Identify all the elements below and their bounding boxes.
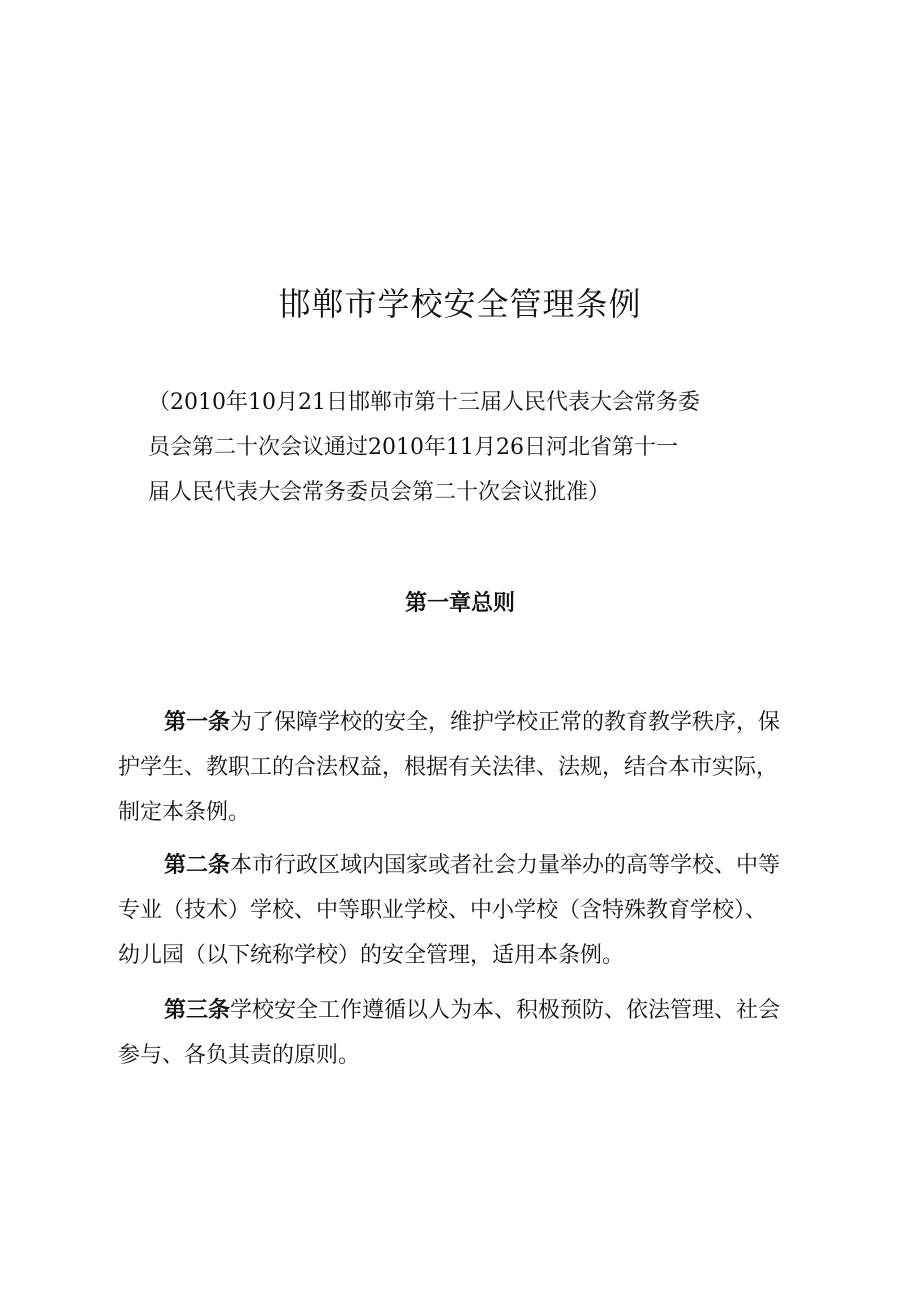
article-text: 本市行政区域内国家或者社会力量举办的高等学校、中等 xyxy=(230,853,781,878)
article-label: 第三条 xyxy=(164,998,231,1023)
chapter-heading: 第一章总则 xyxy=(404,591,515,616)
article-text: 学校安全工作遵循以人为本、积极预防、依法管理、社会 xyxy=(230,998,781,1023)
article-3 xyxy=(118,988,818,1078)
subtitle-line: 员会第二十次会议通过2010年11月26日河北省第十一 xyxy=(148,435,678,460)
article-first-line xyxy=(118,843,818,888)
article-line: 参与、各负其责的原则。 xyxy=(118,1043,361,1068)
article-line: 护学生、教职工的合法权益，根据有关法律、法规，结合本市实际， xyxy=(118,755,779,780)
document-title: 邯郸市学校安全管理条例 xyxy=(278,285,642,324)
subtitle-line: 届人民代表大会常务委员会第二十次会议批准） xyxy=(148,480,611,505)
article-1 xyxy=(118,700,818,835)
article-line: 专业（技术）学校、中等职业学校、中小学校（含特殊教育学校）、 xyxy=(118,898,768,923)
article-first-line xyxy=(118,700,818,745)
article-2 xyxy=(118,843,818,978)
article-label: 第二条 xyxy=(164,853,231,878)
article-line: 制定本条例。 xyxy=(118,800,251,825)
document-subtitle xyxy=(148,380,788,515)
article-line: 幼儿园（以下统称学校）的安全管理，适用本条例。 xyxy=(118,943,625,968)
article-text: 为了保障学校的安全，维护学校正常的教育教学秩序，保 xyxy=(230,710,781,735)
subtitle-line: （2010年10月21日邯郸市第十三届人民代表大会常务委 xyxy=(148,390,700,415)
article-label: 第一条 xyxy=(164,710,231,735)
article-first-line xyxy=(118,988,818,1033)
